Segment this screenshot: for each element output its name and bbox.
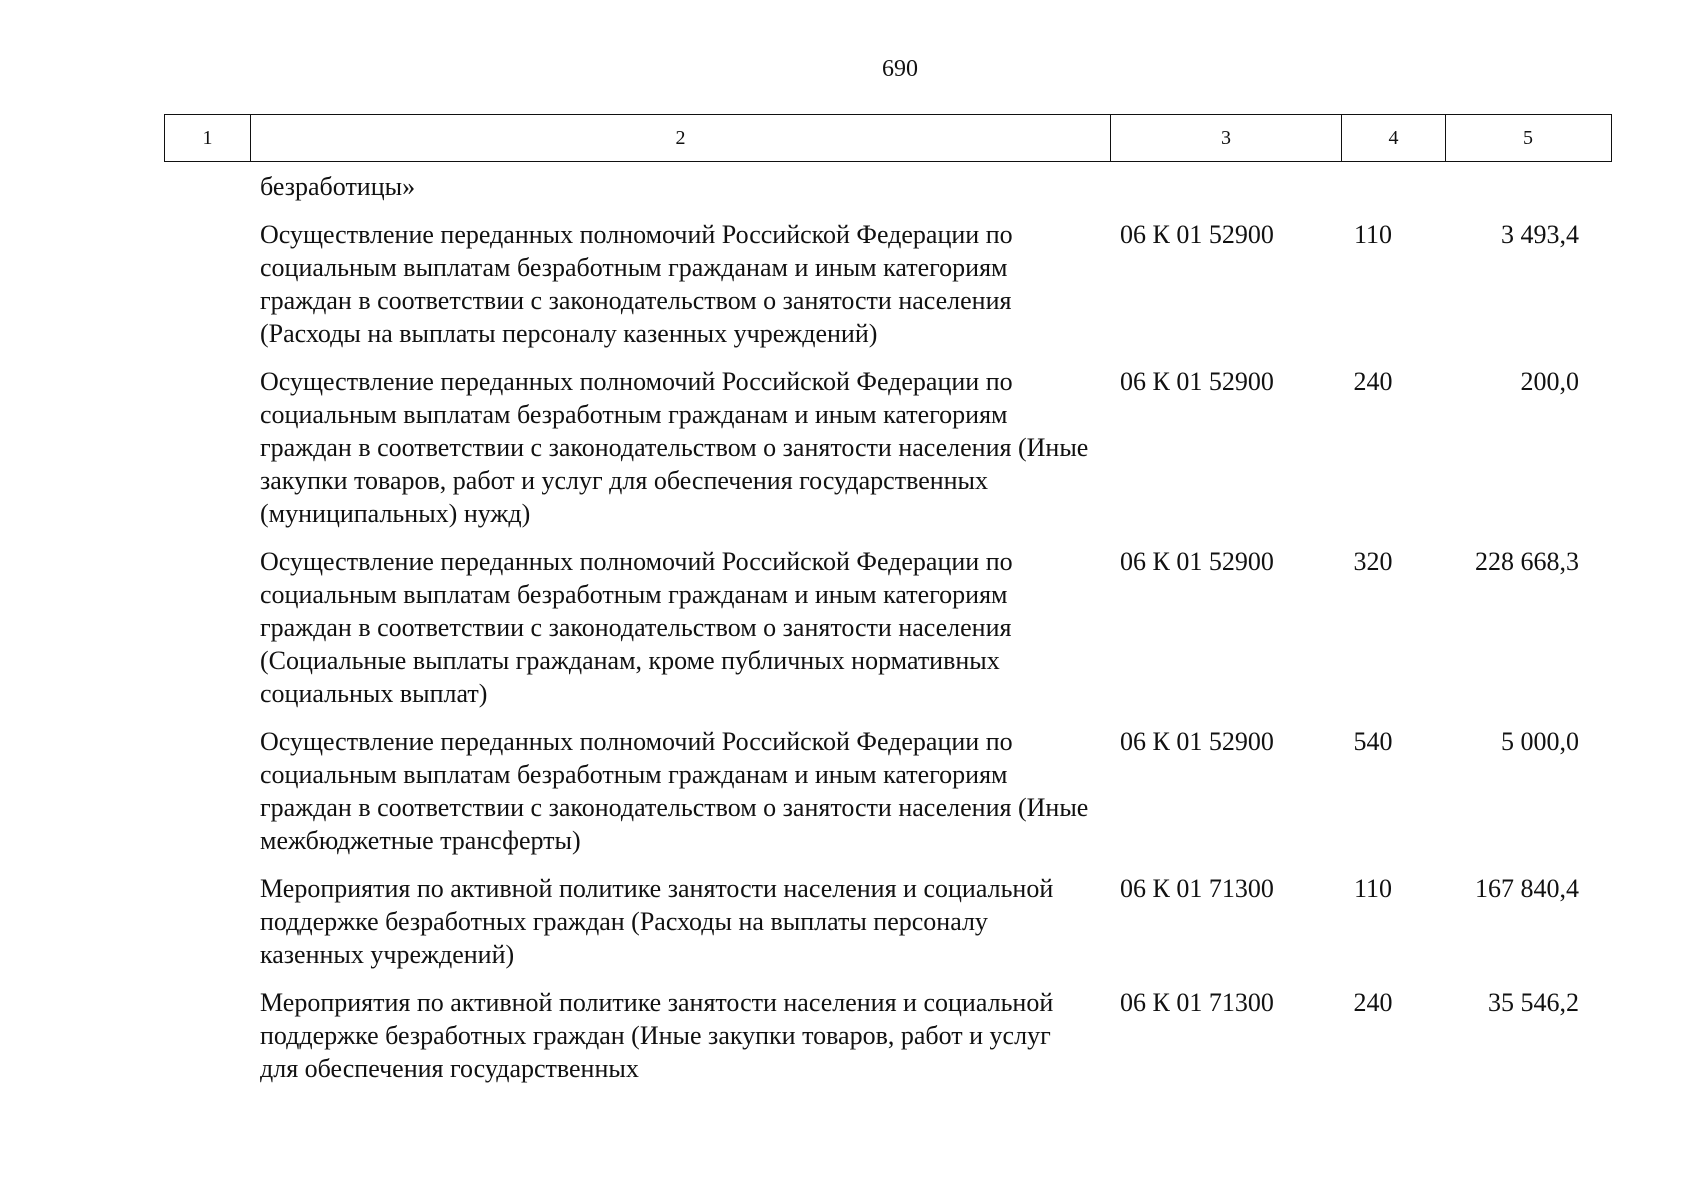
row-amount: 228 668,3 [1475, 547, 1579, 576]
header-col-2: 2 [251, 115, 1111, 161]
row-type: 240 [1353, 988, 1393, 1017]
table-row [164, 986, 1612, 1085]
table-row [164, 725, 1612, 857]
row-amount: 167 840,4 [1475, 874, 1579, 903]
row-amount: 3 493,4 [1501, 220, 1579, 249]
row-code: 06 К 01 71300 [1120, 874, 1274, 903]
header-col-4: 4 [1342, 115, 1446, 161]
table-row [164, 365, 1612, 530]
table-header [164, 114, 1612, 162]
row-description: Осуществление переданных полномочий Российской Федерации по социальным выплатам безработным гражданам и иным категориям граждан в соответствии с законодательством о занятости населения (Иные межбюджетные трансферты) [260, 727, 1089, 855]
row-amount: 200,0 [1520, 367, 1579, 396]
header-col-5: 5 [1523, 126, 1533, 149]
page-number: 690 [882, 56, 918, 82]
header-col-1: 1 [165, 115, 251, 161]
row-type: 320 [1353, 547, 1393, 576]
row-type: 110 [1353, 220, 1393, 249]
row-type: 240 [1353, 367, 1393, 396]
table-row [164, 872, 1612, 971]
row-description: Осуществление переданных полномочий Российской Федерации по социальным выплатам безработным гражданам и иным категориям граждан в соответствии с законодательством о занятости населения (Расходы на выплаты персоналу казенных учреждений) [260, 220, 1013, 348]
row-code: 06 К 01 71300 [1120, 988, 1274, 1017]
row-type [1321, 170, 1425, 203]
row-description: Осуществление переданных полномочий Российской Федерации по социальным выплатам безработным гражданам и иным категориям граждан в соответствии с законодательством о занятости населения (Иные закупки товаров, работ и услуг для обеспечения государственных (муниципальных) нужд) [260, 367, 1089, 528]
row-code: 06 К 01 52900 [1120, 220, 1274, 249]
row-description: Мероприятия по активной политике занятости населения и социальной поддержке безработных граждан (Иные закупки товаров, работ и услуг для обеспечения государственных [260, 988, 1054, 1083]
row-code: 06 К 01 52900 [1120, 367, 1274, 396]
table-row [164, 218, 1612, 350]
table-body [164, 170, 1612, 1100]
table-row [164, 170, 1612, 203]
row-type: 540 [1353, 727, 1393, 756]
row-amount: 35 546,2 [1488, 988, 1579, 1017]
row-type: 110 [1353, 874, 1393, 903]
row-amount: 5 000,0 [1501, 727, 1579, 756]
row-code: 06 К 01 52900 [1120, 727, 1274, 756]
header-col-3: 3 [1111, 115, 1342, 161]
row-description: Осуществление переданных полномочий Российской Федерации по социальным выплатам безработным гражданам и иным категориям граждан в соответствии с законодательством о занятости населения (Социальные выплаты гражданам, кроме публичных нормативных социальных выплат) [260, 547, 1013, 708]
row-code: 06 К 01 52900 [1120, 547, 1274, 576]
row-code [1090, 170, 1321, 203]
row-amount [1425, 170, 1589, 203]
row-description: Мероприятия по активной политике занятости населения и социальной поддержке безработных граждан (Расходы на выплаты персоналу казенных учреждений) [260, 874, 1054, 969]
row-description: безработицы» [260, 172, 416, 201]
table-row [164, 545, 1612, 710]
